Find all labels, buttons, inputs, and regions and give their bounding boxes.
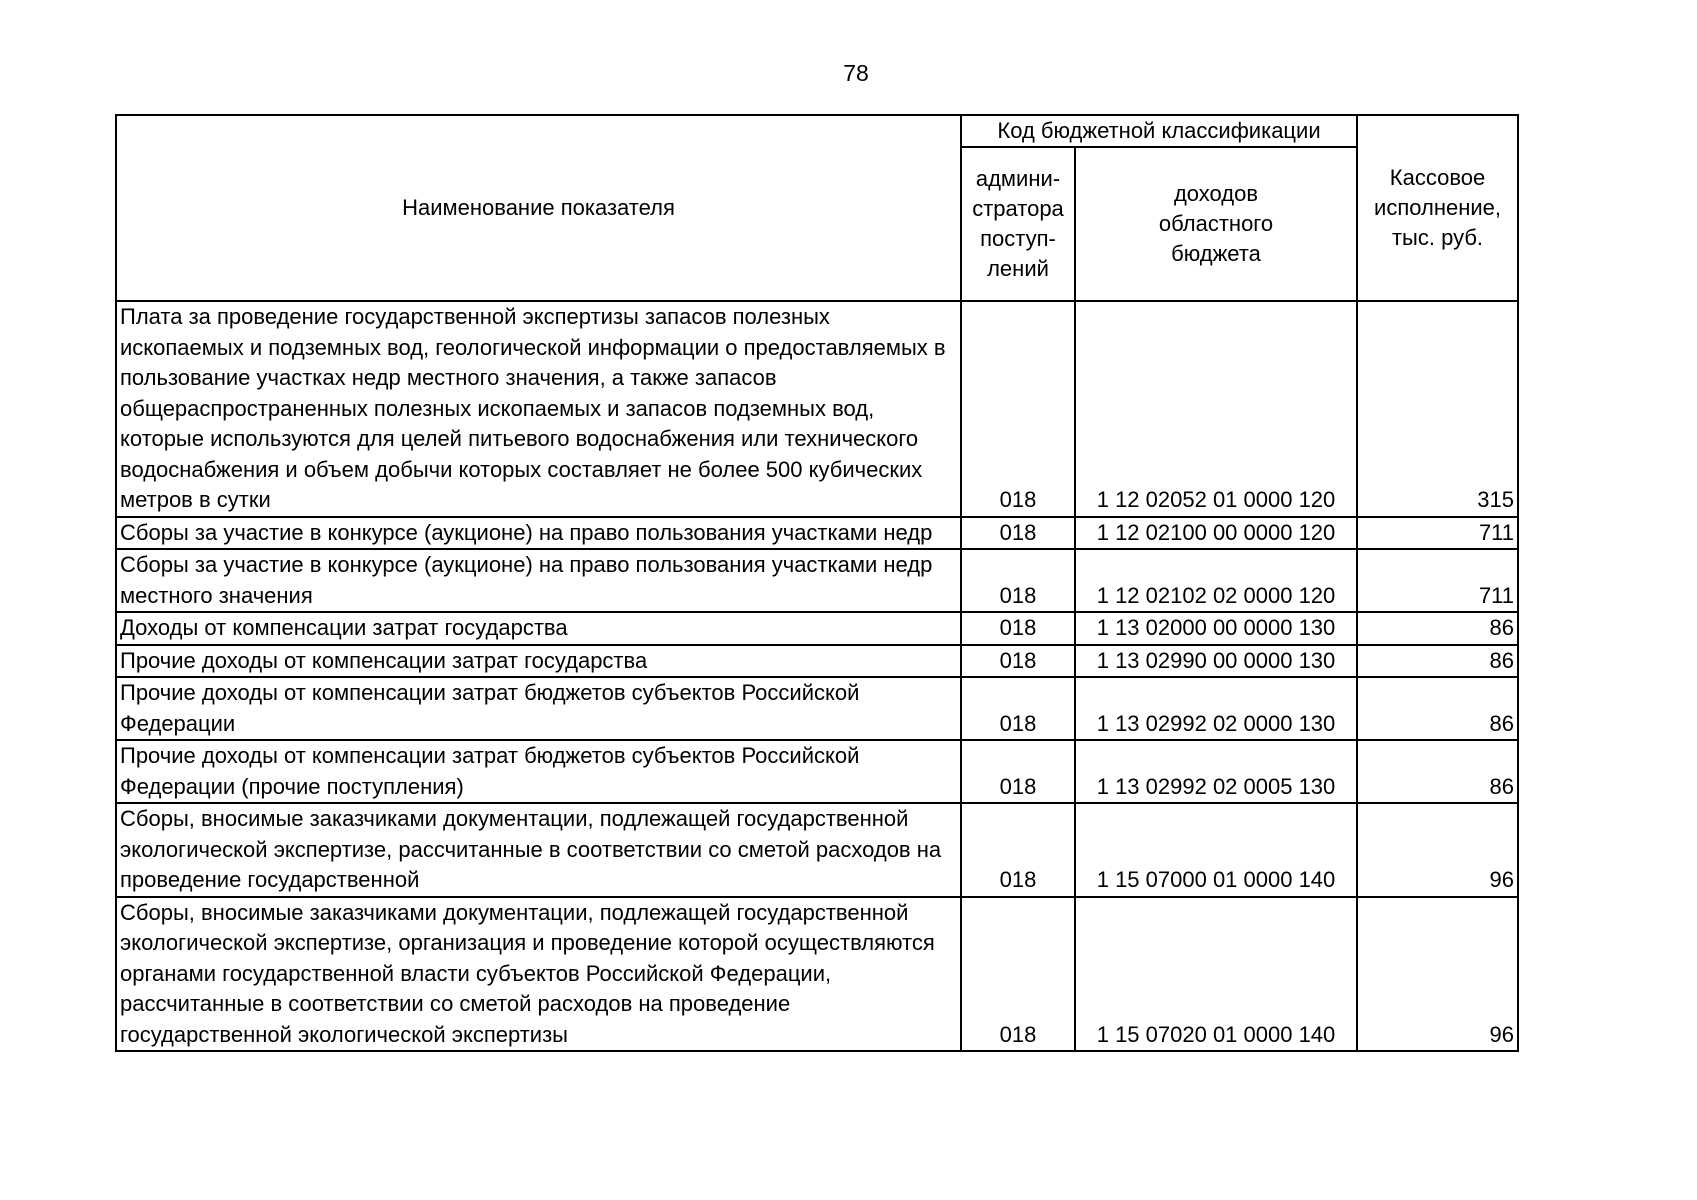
row-amount: 96	[1357, 803, 1518, 897]
row-name: Прочие доходы от компенсации затрат бюджетов субъектов Российской Федерации (прочие поступления)	[116, 740, 961, 803]
table-row	[116, 517, 1518, 550]
row-name: Доходы от компенсации затрат государства	[116, 612, 961, 645]
page-number: 78	[843, 60, 869, 86]
row-name: Сборы, вносимые заказчиками документации, подлежащей государственной экологической экспертизе, рассчитанные в соответствии со сметой расходов на проведение государственной	[116, 803, 961, 897]
row-admin-code: 018	[961, 301, 1075, 517]
row-budget-code: 1 13 02992 02 0000 130	[1075, 677, 1357, 740]
row-admin-code: 018	[961, 740, 1075, 803]
row-admin-code: 018	[961, 897, 1075, 1052]
table-row	[116, 645, 1518, 678]
header-admin: админи- стратора поступ- лений	[961, 147, 1075, 301]
row-amount: 86	[1357, 677, 1518, 740]
table-row	[116, 612, 1518, 645]
row-admin-code: 018	[961, 677, 1075, 740]
table-body	[116, 301, 1518, 1051]
table-row	[116, 803, 1518, 897]
header-amount: Кассовое исполнение, тыс. руб.	[1357, 115, 1518, 301]
row-amount: 711	[1357, 549, 1518, 612]
row-name: Плата за проведение государственной экспертизы запасов полезных ископаемых и подземных вод, геологической информации о предоставляемых в пользование участках недр местного значения, а также запасов общераспространенных полезных ископаемых и запасов подземных вод, которые используются для целей питьевого водоснабжения или технического водоснабжения и объем добычи которых составляет не более 500 кубических метров в сутки	[116, 301, 961, 517]
row-budget-code: 1 12 02100 00 0000 120	[1075, 517, 1357, 550]
table-row	[116, 677, 1518, 740]
row-name: Сборы, вносимые заказчиками документации, подлежащей государственной экологической экспертизе, организация и проведение которой осуществляются органами государственной власти субъектов Российской Федерации, рассчитанные в соответствии со сметой расходов на проведение государственной экологической экспертизы	[116, 897, 961, 1052]
row-admin-code: 018	[961, 612, 1075, 645]
table-row	[116, 897, 1518, 1052]
table-row	[116, 549, 1518, 612]
row-name: Сборы за участие в конкурсе (аукционе) на право пользования участками недр местного значения	[116, 549, 961, 612]
row-amount: 86	[1357, 612, 1518, 645]
row-amount: 96	[1357, 897, 1518, 1052]
row-name: Сборы за участие в конкурсе (аукционе) на право пользования участками недр	[116, 517, 961, 550]
header-name: Наименование показателя	[116, 115, 961, 301]
row-name: Прочие доходы от компенсации затрат бюджетов субъектов Российской Федерации	[116, 677, 961, 740]
table-header	[116, 115, 1518, 301]
row-admin-code: 018	[961, 549, 1075, 612]
header-code-group: Код бюджетной классификации	[961, 115, 1357, 147]
row-budget-code: 1 13 02000 00 0000 130	[1075, 612, 1357, 645]
table-row	[116, 740, 1518, 803]
budget-revenue-table	[115, 114, 1519, 1052]
row-budget-code: 1 13 02990 00 0000 130	[1075, 645, 1357, 678]
row-budget-code: 1 12 02102 02 0000 120	[1075, 549, 1357, 612]
header-income: доходов областного бюджета	[1075, 147, 1357, 301]
table-row	[116, 301, 1518, 517]
row-name: Прочие доходы от компенсации затрат государства	[116, 645, 961, 678]
row-amount: 711	[1357, 517, 1518, 550]
row-budget-code: 1 15 07020 01 0000 140	[1075, 897, 1357, 1052]
row-admin-code: 018	[961, 517, 1075, 550]
row-amount: 86	[1357, 740, 1518, 803]
row-budget-code: 1 12 02052 01 0000 120	[1075, 301, 1357, 517]
row-amount: 315	[1357, 301, 1518, 517]
row-admin-code: 018	[961, 803, 1075, 897]
row-budget-code: 1 15 07000 01 0000 140	[1075, 803, 1357, 897]
row-admin-code: 018	[961, 645, 1075, 678]
row-budget-code: 1 13 02992 02 0005 130	[1075, 740, 1357, 803]
row-amount: 86	[1357, 645, 1518, 678]
